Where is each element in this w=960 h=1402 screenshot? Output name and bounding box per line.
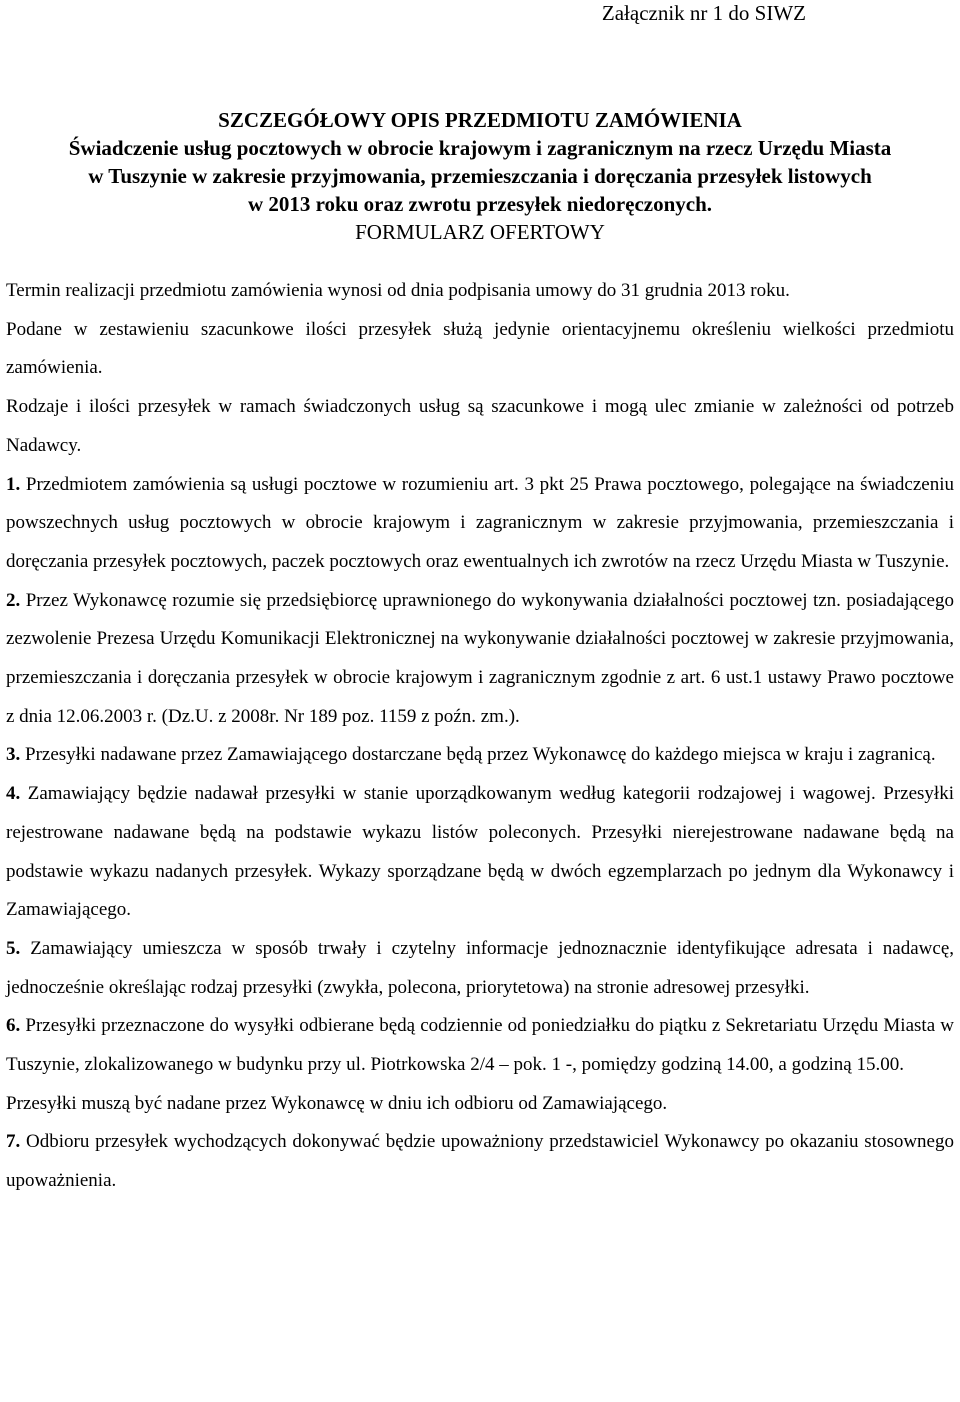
item-number: 2. <box>6 589 21 611</box>
item-number: 7. <box>6 1131 21 1153</box>
document-body <box>6 272 954 1201</box>
numbered-item-5 <box>6 930 954 1007</box>
intro-paragraph-deadline: Termin realizacji przedmiotu zamówienia wynosi od dnia podpisania umowy do 31 grudnia 2013 roku. <box>6 280 790 301</box>
item-number: 3. <box>6 744 21 766</box>
document-title <box>0 106 960 246</box>
item-text: Zamawiający umieszcza w sposób trwały i czytelny informacje jednoznacznie identyfikujące adresata i nadawcę, jednocześnie określając rodzaj przesyłki (zwykła, polecona, priorytetowa) na stronie adresowej przesyłki. <box>6 937 954 998</box>
title-line-2: Świadczenie usług pocztowych w obrocie krajowym i zagranicznym na rzecz Urzędu Miasta <box>68 136 892 160</box>
item-text: Przesyłki przeznaczone do wysyłki odbierane będą codziennie od poniedziałku do piątku z Sekretariatu Urzędu Miasta w Tuszynie, zlokalizowanego w budynku przy ul. Piotrkowska 2/4 – pok. 1 -, pomiędzy godziną 14.00, a godziną 15.00. <box>6 1015 954 1076</box>
title-line-3: w Tuszynie w zakresie przyjmowania, przemieszczania i doręczania przesyłek listowych <box>88 164 872 188</box>
form-title: FORMULARZ OFERTOWY <box>355 220 605 244</box>
item-number: 5. <box>6 937 21 959</box>
intro-paragraph-types: Rodzaje i ilości przesyłek w ramach świadczonych usług są szacunkowe i mogą ulec zmianie w zależności od potrzeb Nadawcy. <box>6 396 954 456</box>
numbered-item-4 <box>6 775 954 930</box>
attachment-note: Załącznik nr 1 do SIWZ <box>601 1 806 25</box>
numbered-item-3 <box>6 736 954 775</box>
item-text: Przedmiotem zamówienia są usługi pocztowe w rozumieniu art. 3 pkt 25 Prawa pocztowego, polegające na świadczeniu powszechnych usług pocztowych w obrocie krajowym i zagranicznym w zakresie przyjmowania, przemieszczania i doręczania przesyłek pocztowych, paczek pocztowych oraz ewentualnych ich zwrotów na rzecz Urzędu Miasta w Tuszynie. <box>6 473 954 572</box>
title-line-1: SZCZEGÓŁOWY OPIS PRZEDMIOTU ZAMÓWIENIA <box>218 108 742 132</box>
item-text: Przesyłki nadawane przez Zamawiającego dostarczane będą przez Wykonawcę do każdego miejsca w kraju i zagranicą. <box>20 744 936 766</box>
numbered-item-7 <box>6 1123 954 1200</box>
item-text: Zamawiający będzie nadawał przesyłki w stanie uporządkowanym według kategorii rodzajowej i wagowej. Przesyłki rejestrowane nadawane będą na podstawie wykazu listów poleconych. Przesyłki nierejestrowane nadawane będą na podstawie wykazu nadanych przesyłek. Wykazy sporządzane będą w dwóch egzemplarzach po jednym dla Wykonawcy i Zamawiającego. <box>6 783 954 921</box>
item-6-note: Przesyłki muszą być nadane przez Wykonawcę w dniu ich odbioru od Zamawiającego. <box>6 1092 668 1114</box>
numbered-item-2 <box>6 582 954 737</box>
item-text: Przez Wykonawcę rozumie się przedsiębiorcę uprawnionego do wykonywania działalności pocztowej tzn. posiadającego zezwolenie Prezesa Urzędu Komunikacji Elektronicznej na wykonywanie działalności pocztowej w zakresie przyjmowania, przemieszczania i doręczania przesyłek w obrocie krajowym i zagranicznym zgodnie z art. 6 ust.1 ustawy Prawo pocztowe z dnia 12.06.2003 r. (Dz.U. z 2008r. Nr 189 poz. 1159 z poźn. zm.). <box>6 589 954 727</box>
title-line-4: w 2013 roku oraz zwrotu przesyłek niedoręczonych. <box>247 192 713 216</box>
numbered-item-6 <box>6 1007 954 1084</box>
intro-paragraph-estimates: Podane w zestawieniu szacunkowe ilości przesyłek służą jedynie orientacyjnemu określeniu wielkości przedmiotu zamówienia. <box>6 318 954 379</box>
item-text: Odbioru przesyłek wychodzących dokonywać będzie upoważniony przedstawiciel Wykonawcy po okazaniu stosownego upoważnienia. <box>6 1131 954 1192</box>
item-number: 1. <box>6 473 21 495</box>
item-number: 6. <box>6 1015 21 1037</box>
item-number: 4. <box>6 783 21 805</box>
numbered-item-1 <box>6 466 954 582</box>
